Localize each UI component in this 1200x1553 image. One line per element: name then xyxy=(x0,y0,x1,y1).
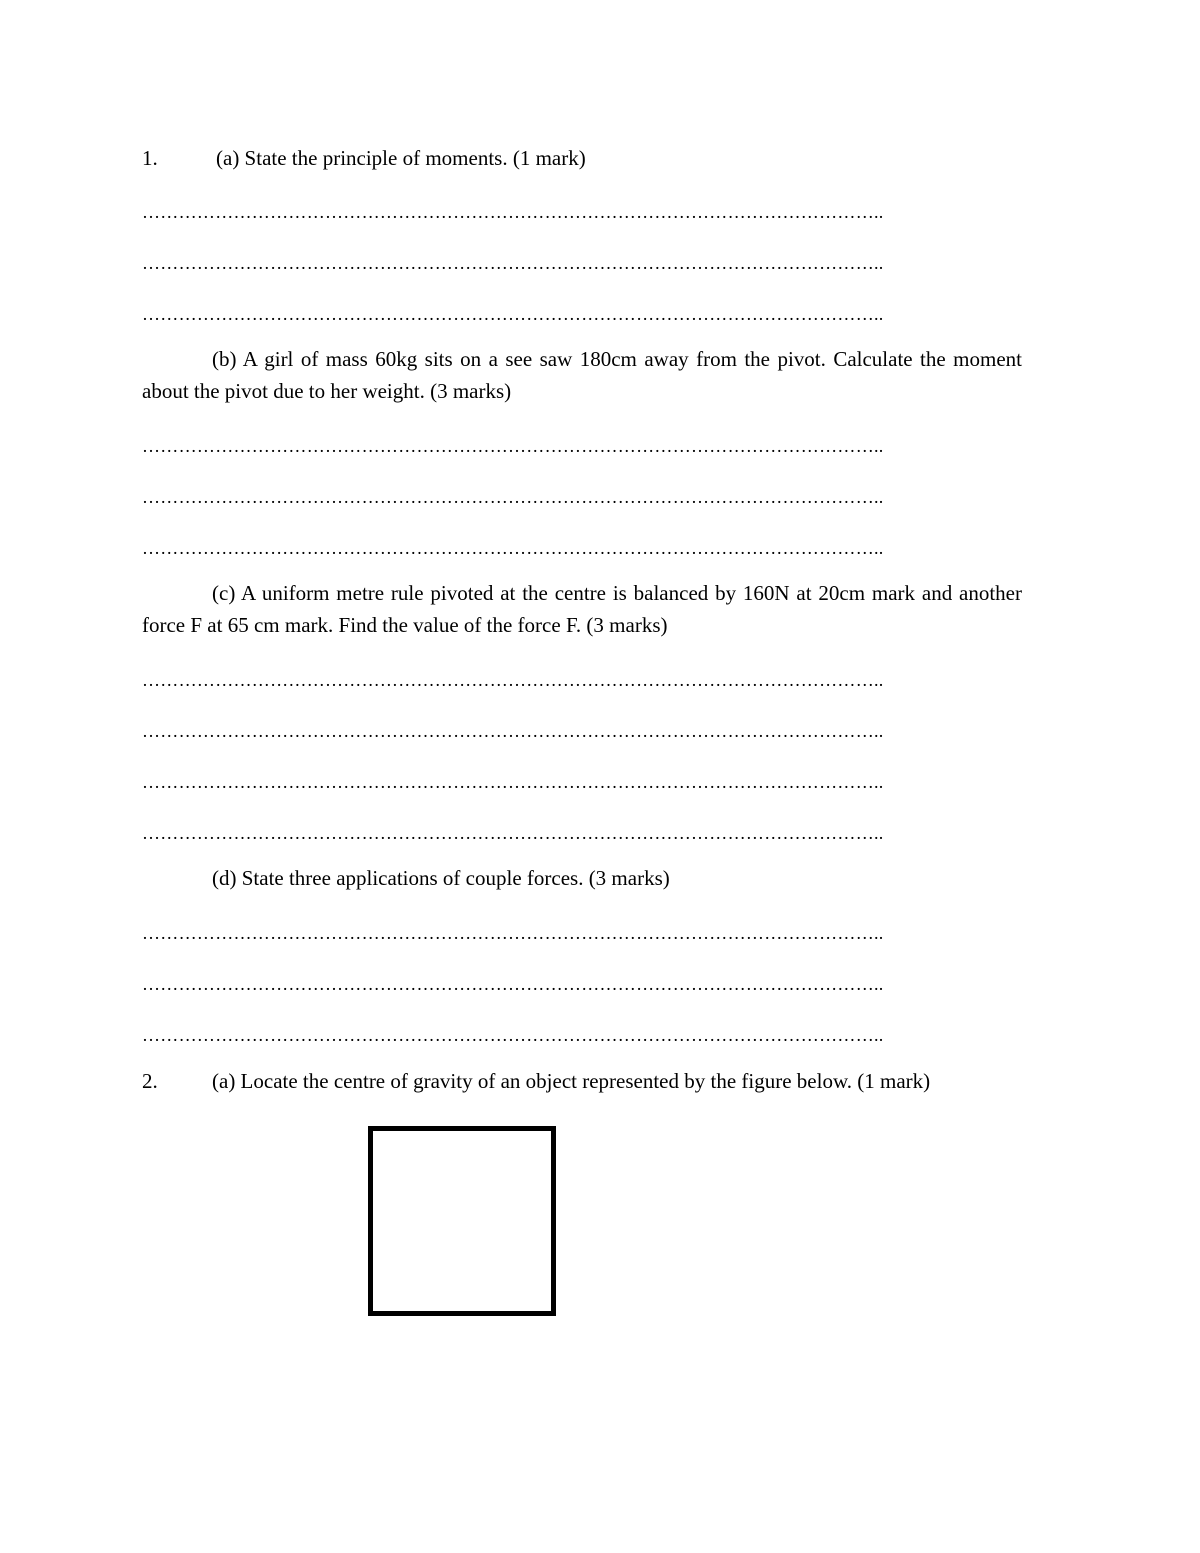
answer-line: ………………………………………………………………………………………………………….. xyxy=(142,202,884,222)
square-figure xyxy=(368,1126,556,1316)
answer-line: ………………………………………………………………………………………………………….. xyxy=(142,253,884,273)
answer-line: ………………………………………………………………………………………………………….. xyxy=(142,974,884,994)
answer-line: ………………………………………………………………………………………………………….. xyxy=(142,436,884,456)
answer-line: ………………………………………………………………………………………………………….. xyxy=(142,721,884,741)
question-2-number: 2. xyxy=(142,1069,158,1093)
question-1b-text: (b) A girl of mass 60kg sits on a see saw 180cm away from the pivot. Calculate the moment about the pivot due to her weight. (3 marks) xyxy=(142,347,1022,403)
answer-line: ………………………………………………………………………………………………………….. xyxy=(142,304,884,324)
answer-line: ………………………………………………………………………………………………………….. xyxy=(142,487,884,507)
answer-line: ………………………………………………………………………………………………………….. xyxy=(142,823,884,843)
question-1a-text: (a) State the principle of moments. (1 mark) xyxy=(216,146,586,170)
question-1d-text: (d) State three applications of couple forces. (3 marks) xyxy=(212,866,670,890)
answer-line: ………………………………………………………………………………………………………….. xyxy=(142,1025,884,1045)
answer-line: ………………………………………………………………………………………………………….. xyxy=(142,538,884,558)
answer-line: ………………………………………………………………………………………………………….. xyxy=(142,670,884,690)
question-2a-text: (a) Locate the centre of gravity of an object represented by the figure below. (1 mark) xyxy=(212,1069,931,1093)
answer-line: ………………………………………………………………………………………………………….. xyxy=(142,772,884,792)
answer-line: ………………………………………………………………………………………………………….. xyxy=(142,923,884,943)
question-1c-text: (c) A uniform metre rule pivoted at the centre is balanced by 160N at 20cm mark and another force F at 65 cm mark. Find the value of the force F. (3 marks) xyxy=(142,581,1022,637)
question-1-number: 1. xyxy=(142,146,158,170)
